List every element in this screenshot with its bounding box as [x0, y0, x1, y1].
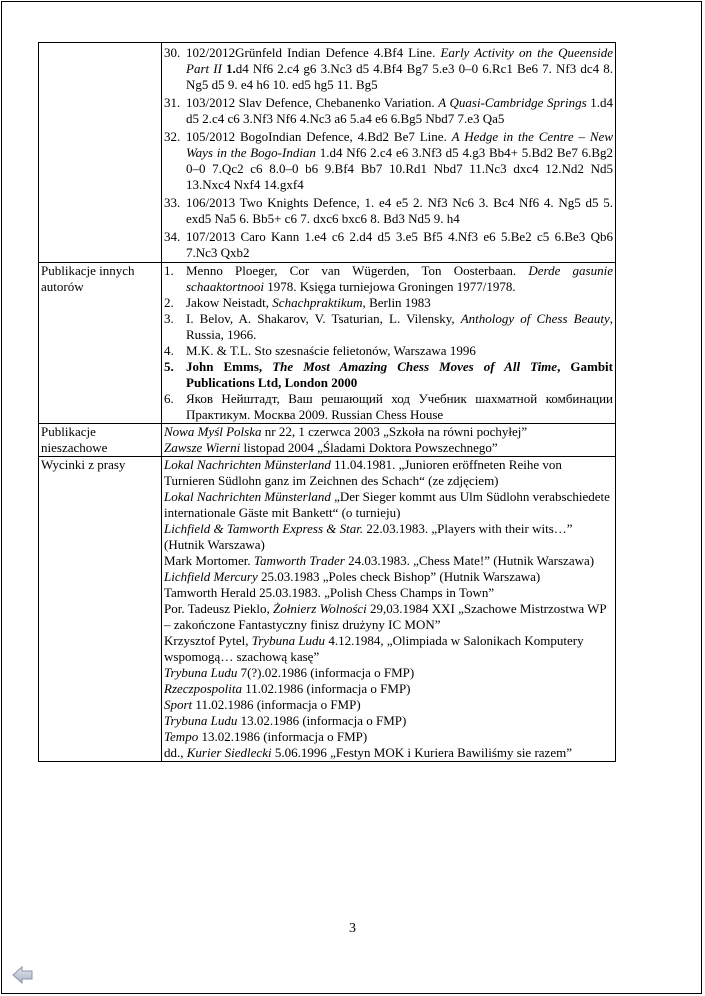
text-run: , Russia, 1966.	[186, 311, 613, 342]
entry-number: 32.	[164, 129, 181, 144]
text-run: 11.04.1981. „Junioren eröffneten Reihe von Turnieren Südlohn ganz im Zeichnen des Schach“ (ze zdjęciem)	[164, 457, 562, 488]
press-clipping-5	[164, 569, 613, 585]
entry-text	[186, 391, 613, 423]
text-run: Kurier Siedlecki	[186, 745, 275, 760]
entry-number: 31.	[164, 95, 181, 110]
text-run: Tamworth Trader	[253, 553, 349, 568]
text-run: 11.02.1986 (informacja o FMP)	[195, 697, 361, 712]
text-run: Menno Ploeger, Cor van Wügerden, Ton Oosterbaan.	[186, 263, 529, 278]
entry-number: 6.	[164, 391, 174, 406]
press-cell	[162, 457, 616, 762]
text-run: 105/2012 BogoIndian Defence, 4.Bd2 Be7 Line.	[186, 129, 452, 144]
table-row-non-chess	[39, 424, 616, 457]
text-run: 1.	[226, 61, 236, 76]
text-run: Żołnierz Wolności	[272, 601, 371, 616]
text-run: Lichfield Mercury	[164, 569, 261, 584]
text-run: 11.02.1986 (informacja o FMP)	[245, 681, 411, 696]
entry-number: 4.	[164, 343, 174, 358]
entry-number: 1.	[164, 263, 174, 278]
press-clipping-8	[164, 633, 613, 665]
press-clipping-11	[164, 697, 613, 713]
text-run: „Der Sieger kommt aus Ulm Südlohn verabschiedete internationale Gäste mit Bankett“ (o turnieju)	[164, 489, 610, 520]
press-clipping-6	[164, 585, 613, 601]
entry-text	[186, 311, 613, 343]
text-run: The Most Amazing Chess Moves of All Time	[272, 359, 558, 374]
text-run: Nowa Myśl Polska	[164, 424, 265, 439]
press-clipping-7	[164, 601, 613, 633]
chess-entry-4	[164, 195, 613, 227]
entry-text	[186, 229, 613, 261]
row-label-other-authors: Publikacje innych autorów	[39, 263, 162, 424]
text-run: Trybuna Ludu	[251, 633, 329, 648]
text-run: Trybuna Ludu	[164, 713, 241, 728]
text-run: Rzeczpospolita	[164, 681, 246, 696]
chess-entry-2	[164, 95, 613, 127]
entry-text	[186, 95, 613, 127]
entry-number: 5.	[164, 359, 174, 374]
text-run: 13.02.1986 (informacja o FMP)	[201, 729, 368, 744]
text-run: Tamworth Herald 25.03.1983. „Polish Chess Champs in Town”	[164, 585, 495, 600]
text-run: d4 Nf6 2.c4 g6 3.Nc3 d5 4.Bf4 Bg7 5.e3 0–0 6.Rc1 Be6 7. Nf3 dc4 8. Ng5 d5 9. e4 h6 10. ed5 hg5 11. Bg5	[186, 61, 613, 92]
text-run: A Hedge in the Centre – New Ways in the Bogo-Indian	[186, 129, 613, 160]
text-run: 102/2012Grünfeld Indian Defence 4.Bf4 Line.	[186, 45, 441, 60]
press-clipping-3	[164, 521, 613, 553]
entry-number: 34.	[164, 229, 181, 244]
press-clipping-14	[164, 745, 613, 761]
other-authors-list	[164, 263, 613, 423]
row-label-press: Wycinki z prasy	[39, 457, 162, 762]
table-row-chess-publications	[39, 43, 616, 263]
text-run: Lokal Nachrichten Münsterland	[164, 457, 335, 472]
press-clipping-1	[164, 457, 613, 489]
text-run: 5.06.1996 „Festyn MOK i Kuriera Bawiliśmy sie razem”	[274, 745, 572, 760]
text-run: Krzysztof Pytel,	[164, 633, 252, 648]
author-entry-4	[164, 343, 613, 359]
entry-text	[186, 263, 613, 295]
non-chess-line-2	[164, 440, 613, 456]
text-run: 1978. Księga turniejowa Groningen 1977/1978.	[267, 279, 516, 294]
text-run: 1.d4 d5 2.c4 c6 3.Nf3 Nf6 4.Nc3 a6 5.a4 e6 6.Bg5 Nbd7 7.e3 Qa5	[186, 95, 613, 126]
text-run: Early Activity on the Queenside Part II	[186, 45, 613, 76]
press-clipping-10	[164, 681, 613, 697]
author-entry-3	[164, 311, 613, 343]
text-run: Anthology of Chess Beauty	[460, 311, 610, 326]
entry-number: 33.	[164, 195, 181, 210]
chess-entries-list	[164, 45, 613, 261]
author-entry-1	[164, 263, 613, 295]
entry-number: 2.	[164, 295, 174, 310]
text-run: 24.03.1983. „Chess Mate!” (Hutnik Warszawa)	[348, 553, 595, 568]
text-run: Trybuna Ludu	[164, 665, 241, 680]
text-run: John Emms,	[186, 359, 273, 374]
text-run: A Quasi-Cambridge Springs	[438, 95, 591, 110]
text-run: nr 22, 1 czerwca 2003 „Szkoła na równi pochyłej”	[264, 424, 528, 439]
text-run: dd.,	[164, 745, 187, 760]
text-run: Schachpraktikum,	[272, 295, 370, 310]
row-label-empty	[39, 43, 162, 263]
text-run: M.K. & T.L. Sto szesnaście felietonów, Warszawa 1996	[186, 343, 476, 358]
entry-text	[186, 359, 613, 391]
text-run: 107/2013 Caro Kann 1.e4 c6 2.d4 d5 3.e5 Bf5 4.Nf3 e6 5.Be2 c5 6.Be3 Qb6 7.Nc3 Qxb2	[186, 229, 613, 260]
text-run: Jakow Neistadt,	[186, 295, 273, 310]
other-authors-cell	[162, 263, 616, 424]
text-run: Berlin 1983	[369, 295, 431, 310]
text-run: Lokal Nachrichten Münsterland	[164, 489, 335, 504]
entry-text	[186, 45, 613, 93]
text-run: 1.d4 Nf6 2.c4 e6 3.Nf3 d5 4.g3 Bb4+ 5.Bd2 Be7 6.Bg2 0–0 7.Qc2 c6 8.0–0 b6 9.Bf4 Bb7 10.Rd1 Nbd7 11.Nc3 dxc4 12.Nd2 Nd5 13.Nxc4 Nxf4 14.gxf4	[186, 145, 613, 192]
page-number: 3	[349, 921, 356, 936]
text-run: 29,03.1984 XXI „Szachowe Mistrzostwa WP – zakończone Fantastyczny finisz drużyny IC MON”	[164, 601, 607, 632]
non-chess-cell	[162, 424, 616, 457]
table-row-other-authors	[39, 263, 616, 424]
text-run: Zawsze Wierni	[164, 440, 244, 455]
text-run: listopad 2004 „Śladami Doktora Powszechnego”	[243, 440, 498, 455]
text-run: Por. Tadeusz Pieklo,	[164, 601, 273, 616]
text-run: 103/2012 Slav Defence, Chebanenko Variation.	[186, 95, 439, 110]
text-run: Яков Нейштадт, Ваш решающий ход Учебник шахматной комбинации Практикум. Москва 2009. Russian Chess House	[186, 391, 613, 422]
entry-text	[186, 129, 613, 193]
text-run: Derde gasunie schaaktortnooi	[186, 263, 613, 294]
press-clipping-4	[164, 553, 613, 569]
text-run: 22.03.1983. „Players with their wits…” (Hutnik Warszawa)	[164, 521, 573, 552]
press-clipping-9	[164, 665, 613, 681]
press-clipping-2	[164, 489, 613, 521]
chess-entry-3	[164, 129, 613, 193]
text-run: Lichfield & Tamworth Express & Star.	[164, 521, 367, 536]
back-arrow-icon[interactable]	[12, 965, 34, 985]
chess-entries-cell	[162, 43, 616, 263]
entry-text	[186, 295, 613, 311]
entry-number: 3.	[164, 311, 174, 326]
text-run: Tempo	[164, 729, 202, 744]
author-entry-2	[164, 295, 613, 311]
author-entry-5	[164, 359, 613, 391]
text-run: , Gambit Publications Ltd, London 2000	[186, 359, 613, 390]
chess-entry-5	[164, 229, 613, 261]
text-run: 7(?).02.1986 (informacja o FMP)	[240, 665, 415, 680]
press-clipping-12	[164, 713, 613, 729]
text-run: 106/2013 Two Knights Defence, 1. e4 e5 2. Nf3 Nc6 3. Bc4 Nf6 4. Ng5 d5 5. exd5 Na5 6. Bb5+ c6 7. dxc6 bxc6 8. Bd3 Nd5 9. h4	[186, 195, 613, 226]
entry-number: 30.	[164, 45, 181, 60]
text-run: 13.02.1986 (informacja o FMP)	[240, 713, 407, 728]
author-entry-6	[164, 391, 613, 423]
table-row-press	[39, 457, 616, 762]
entry-text	[186, 195, 613, 227]
bibliography-table	[38, 42, 616, 762]
text-run: I. Belov, A. Shakarov, V. Tsaturian, L. Vilensky,	[186, 311, 461, 326]
text-run: Sport	[164, 697, 196, 712]
entry-text	[186, 343, 613, 359]
chess-entry-1	[164, 45, 613, 93]
text-run: 4.12.1984, „Olimpiada w Salonikach Komputery wspomogą… szachową kasę”	[164, 633, 584, 664]
text-run: 25.03.1983 „Poles check Bishop” (Hutnik Warszawa)	[261, 569, 541, 584]
non-chess-line-1	[164, 424, 613, 440]
press-clipping-13	[164, 729, 613, 745]
text-run: Mark Mortomer.	[164, 553, 254, 568]
row-label-non-chess: Publikacje nieszachowe	[39, 424, 162, 457]
